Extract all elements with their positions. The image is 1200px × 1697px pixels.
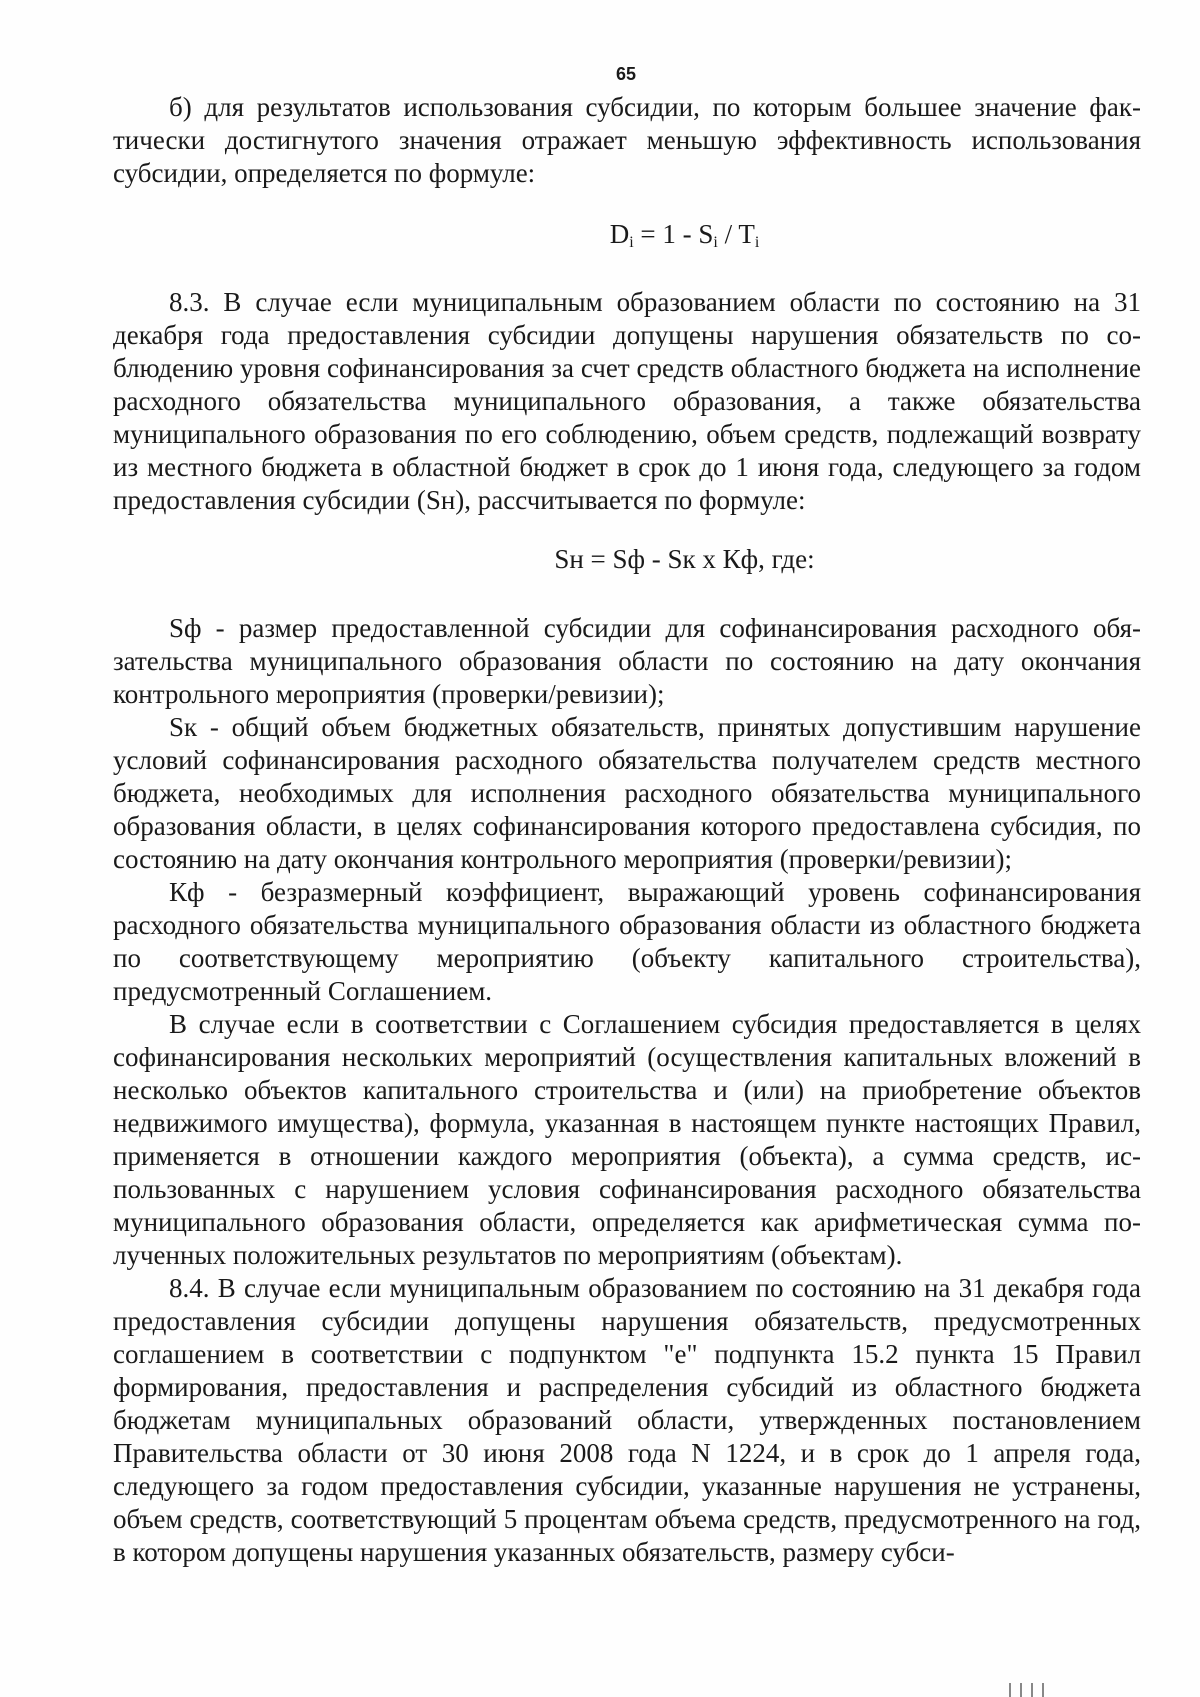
paragraph-b: б) для результатов использования субсидии, по которым большее значение фактически достигнутого значения отражает меньшую эффективность использования субсидии, определяется по формуле: [113, 92, 1141, 188]
paragraph-kf-definition: Кф - безразмерный коэффициент, выражающий уровень софинансирования расходного обязательства муниципального образования области из областного бюджета по соответствующему мероприятию (объекту капитального строительства), предусмотренный Соглашением. [113, 877, 1141, 1006]
page-number: 65 [615, 64, 637, 84]
scan-tick [1009, 1683, 1011, 1697]
formula-di-t-sub: i [754, 234, 760, 251]
paragraph-sk-definition: Sк - общий объем бюджетных обязательств, принятых допустившим нарушение условий софинансирования расходного обязательства получателем средств местного бюджета, необходимых для исполнения расходного обязательства муниципального образования области, в целях софинансирования которого предоставлена субсидия, по состоянию на дату окончания контрольного мероприятия (проверки/ревизии); [113, 712, 1141, 874]
scan-tick [1020, 1683, 1022, 1697]
formula-sn: Sн = Sф - Sк x Кф, где: [554, 544, 815, 574]
scan-tick [1031, 1683, 1033, 1697]
scan-tick [1042, 1683, 1044, 1697]
formula-di-d-sub: i [629, 234, 634, 251]
paragraph-multiple-events: В случае если в соответствии с Соглашением субсидия предоставляется в целях софинансирования нескольких мероприятий (осуществления капитальных вложений в несколько объектов капитального строительства и (или) на приобретение объектов недвижимого имущества), формула, указанная в настоящем пункте настоящих Правил, применяется в отношении каждого мероприятия (объекта), а сумма средств, использованных с нарушением условия софинансирования расходного обязательства муниципального образования области, определяется как арифметическая сумма полученных положительных результатов по мероприятиям (объектам). [113, 1009, 1141, 1270]
paragraph-8-3: 8.3. В случае если муниципальным образованием области по состоянию на 31 декабря года предоставления субсидии допущены нарушения обязательств по соблюдению уровня софинансирования за счет средств областного бюджета на исполнение расходного обязательства муниципального образования, а также обязательства муниципального образования по его соблюдению, объем средств, подлежащий возврату из местного бюджета в областной бюджет в срок до 1 июня года, следующего за годом предоставления субсидии (Sн), рассчитывается по формуле: [113, 287, 1141, 515]
formula-di [228, 218, 1141, 251]
page-content [113, 91, 1141, 1569]
formula-di-d: D [609, 219, 630, 249]
formula-di-s-sub: i [713, 234, 718, 251]
formula-di-middle: = 1 - S [633, 219, 714, 249]
formula-di-slash: / T [717, 219, 755, 249]
paragraph-8-4: 8.4. В случае если муниципальным образованием по состоянию на 31 декабря года предоставления субсидии допущены нарушения обязательств, предусмотренных соглашением в соответствии с подпунктом "е" подпункта 15.2 пункта 15 Правил формирования, предоставления и распределения субсидий из областного бюджета бюджетам муниципальных образований области, утвержденных постановлением Правительства области от 30 июня 2008 года N 1224, и в срок до 1 апреля года, следующего за годом предоставления субсидии, указанные нарушения не устранены, объем средств, соответствующий 5 процентам объема средств, предусмотренного на год, в котором допущены нарушения указанных обязательств, размеру субси- [113, 1273, 1141, 1567]
paragraph-sf-definition: Sф - размер предоставленной субсидии для софинансирования расходного обязательства муниципального образования области по состоянию на дату окончания контрольного мероприятия (проверки/ревизии); [113, 613, 1141, 709]
scan-edge-marks [1009, 1683, 1105, 1697]
